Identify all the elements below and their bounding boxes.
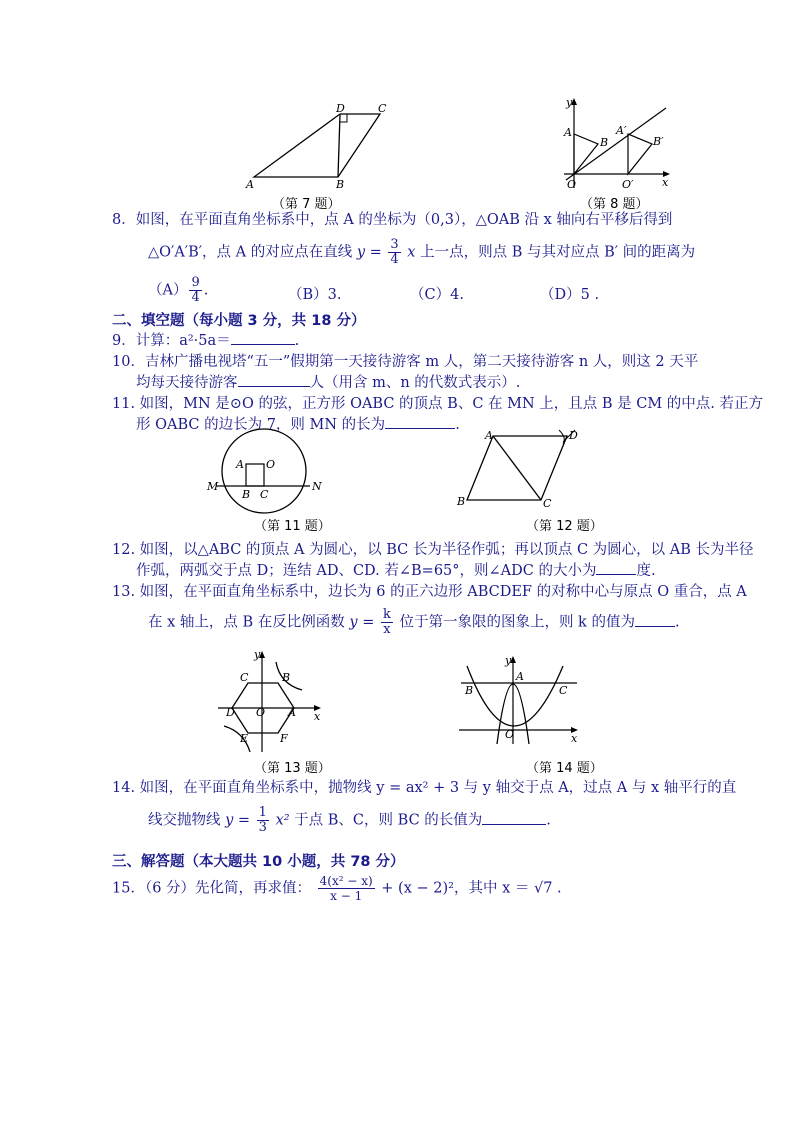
q13-fraction: $\frac{k}{x}$ [382, 607, 391, 637]
fig8-label-x: x [662, 176, 669, 189]
q8-fraction: $\frac{3}{4}$ [390, 237, 399, 267]
fig13-label-b: B [282, 671, 291, 684]
fig8-label-a: A [564, 126, 572, 139]
option-d: （D）5 . [540, 287, 600, 303]
figure-8 [556, 96, 676, 196]
fig7-label-d: D [336, 102, 345, 115]
figure-11 [206, 422, 326, 522]
q8-line-x: x [407, 244, 416, 261]
q10-answer-blank[interactable] [238, 372, 310, 387]
option-c: （C）4. [410, 287, 464, 303]
figure-13 [214, 648, 334, 758]
question-13-line2: 在 x 轴上，点 B 在反比例函数 y = $\frac{k}{x}$ 位于第一象限的图象上，则 k 的值为 . [148, 607, 680, 637]
fig8-label-b-prime: B′ [653, 135, 664, 148]
q8-line-y: y = [356, 244, 382, 261]
q14-answer-blank[interactable] [482, 810, 546, 825]
caption-fig8: （第 8 题） [580, 197, 649, 212]
caption-fig12: （第 12 题） [526, 519, 603, 534]
fig13-label-d: D [226, 706, 235, 719]
fig8-label-y: y [566, 96, 573, 109]
fig7-label-a: A [246, 178, 254, 191]
fig8-label-b: B [600, 136, 609, 149]
fig14-label-b: B [465, 684, 474, 697]
fig7-label-b: B [336, 178, 345, 191]
q15-fraction: $\frac{\text{4(x² − x)}}{x - 1}$ [319, 874, 373, 903]
fig13-label-y: y [254, 648, 261, 661]
fig13-label-f: F [280, 732, 288, 745]
question-12-line1: 12. 如图，以△ABC 的顶点 A 为圆心，以 BC 长为半径作弧；再以顶点 C 为圆心，以 AB 长为半径 [112, 542, 754, 558]
fig11-label-n: N [312, 480, 322, 493]
fig11-label-b: B [242, 488, 251, 501]
question-8-line2 [148, 238, 695, 267]
fig11-label-c: C [260, 488, 269, 501]
fig14-label-c: C [559, 684, 568, 697]
question-14-line1: 14. 如图，在平面直角坐标系中，抛物线 y = ax² + 3 与 y 轴交于点 A，过点 A 与 x 轴平行的直 [112, 780, 737, 796]
fig7-label-c: C [378, 102, 387, 115]
fig8-label-a-prime: A′ [616, 124, 627, 137]
fig14-label-y: y [505, 654, 512, 667]
q11-answer-blank[interactable] [385, 414, 455, 429]
q8-line2a: △O′A′B′，点 A 的对应点在直线 [148, 244, 353, 261]
q9-answer-blank[interactable] [231, 330, 295, 345]
q8-line2b: 上一点，则点 B 与其对应点 B′ 间的距离为 [420, 244, 696, 261]
caption-fig14: （第 14 题） [526, 761, 603, 776]
q12-answer-blank[interactable] [596, 560, 636, 575]
fig11-label-a: A [236, 458, 244, 471]
section-3-heading: 三、解答题（本大题共 10 小题，共 78 分） [112, 854, 405, 870]
option-a: （A） $\frac{9}{4}$ . [148, 275, 209, 305]
caption-fig13: （第 13 题） [254, 761, 331, 776]
fig8-label-o: O [567, 178, 577, 191]
question-11-line2: 形 OABC 的边长为 7，则 MN 的长为 . [136, 414, 460, 435]
caption-fig7: （第 7 题） [272, 197, 341, 212]
question-12-line2: 作弧，两弧交于点 D；连结 AD、CD. 若∠B=65°，则∠ADC 的大小为 度. [136, 560, 656, 581]
question-10-line1: 10．吉林广播电视塔“五一”假期第一天接待游客 m 人，第二天接待游客 n 人，则这 2 天平 [112, 354, 699, 370]
q14-fraction: $\frac{1}{3}$ [258, 805, 267, 835]
fig11-label-m: M [207, 480, 219, 493]
question-10-line2: 均每天接待游客 人（用含 m、n 的代数式表示）. [136, 372, 520, 393]
fig13-label-a: A [288, 706, 296, 719]
fig13-label-x: x [314, 710, 321, 723]
figure-12 [455, 428, 585, 508]
fig12-label-c: C [543, 497, 552, 508]
fig14-label-a: A [516, 670, 524, 683]
section-2-heading: 二、填空题（每小题 3 分，共 18 分） [112, 313, 366, 329]
fig12-label-b: B [457, 495, 466, 508]
question-15: 15．（6 分）先化简，再求值： $\frac{\text{4(x² − x)}}{x - 1}$ + (x − 2)²，其中 x ＝ √7 . [112, 874, 562, 903]
question-11-line1: 11. 如图，MN 是⊙O 的弦，正方形 OABC 的顶点 B、C 在 MN 上，且点 B 是 CM 的中点. 若正方 [112, 396, 764, 412]
figure-14 [455, 654, 585, 746]
fig13-label-e: E [240, 732, 249, 745]
fig12-label-d: D [569, 429, 578, 442]
fig14-label-x: x [571, 732, 578, 745]
fig14-label-o: O [505, 728, 515, 741]
figure-7 [240, 102, 390, 192]
option-b: （B）3. [288, 287, 342, 303]
fig12-label-a: A [485, 429, 493, 442]
fig11-label-o: O [266, 458, 276, 471]
fig8-label-o-prime: O′ [622, 178, 634, 191]
question-8-line1: 8．如图，在平面直角坐标系中，点 A 的坐标为（0,3），△OAB 沿 x 轴向右平移后得到 [112, 212, 673, 228]
caption-fig11: （第 11 题） [254, 519, 331, 534]
fig13-label-c: C [240, 671, 249, 684]
question-9: 9．计算：a²·5a＝ . [112, 330, 299, 351]
question-14-line2: 线交抛物线 y = $\frac{1}{3}$ x² 于点 B、C，则 BC 的长值为 . [148, 805, 551, 835]
question-13-line1: 13. 如图，在平面直角坐标系中，边长为 6 的正六边形 ABCDEF 的对称中心与原点 O 重合，点 A [112, 584, 747, 600]
fig13-label-o: O [256, 706, 266, 719]
q13-answer-blank[interactable] [635, 612, 675, 627]
